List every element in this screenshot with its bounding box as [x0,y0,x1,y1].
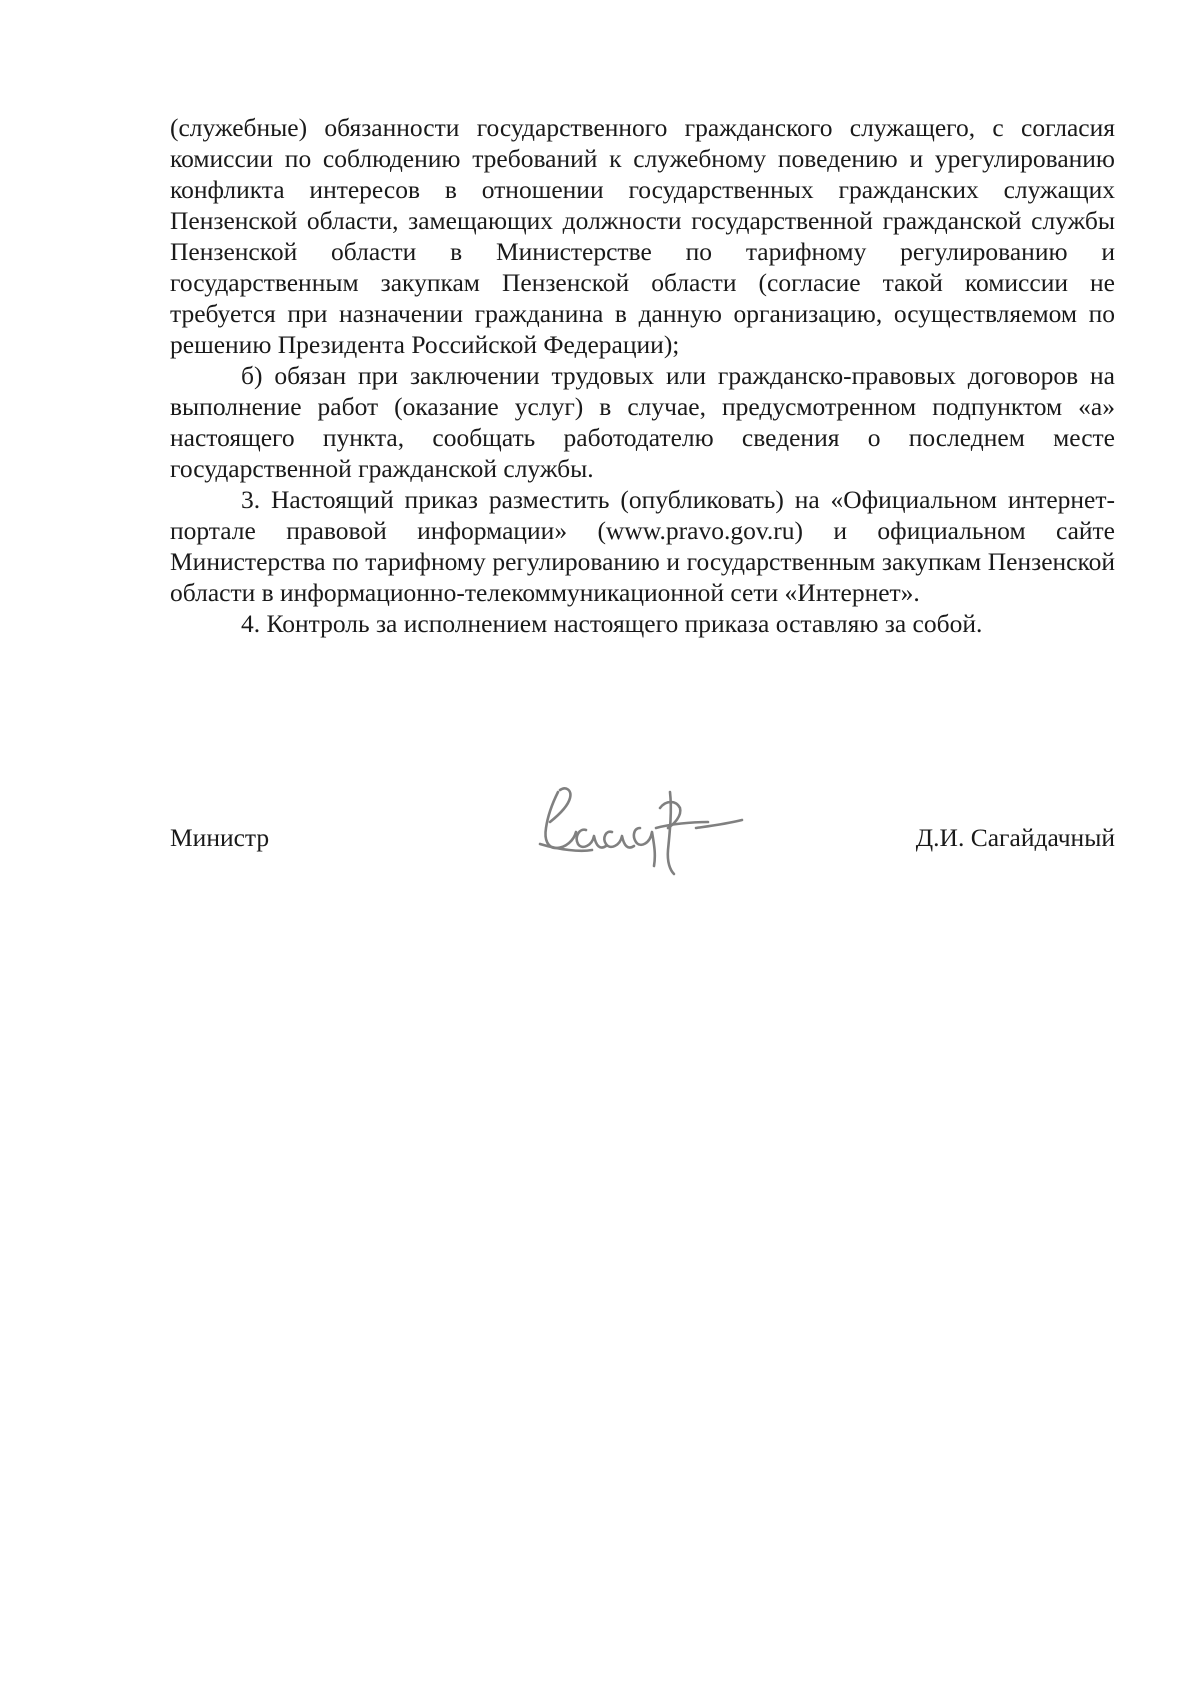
signature-block [170,770,1115,900]
paragraph-continued-obligations: (служебные) обязанности государственного гражданского служащего, с согласия комиссии по соблюдению требований к служебному поведению и урегулированию конфликта интересов в отношении государственных гражданских служащих Пензенской области, замещающих должности государственной гражданской службы Пензенской области в Министерстве по тарифному регулированию и государственным закупкам Пензенской области (согласие такой комиссии не требуется при назначении гражданина в данную организацию, осуществляемом по решению Президента Российской Федерации); [170,113,1115,359]
handwritten-signature-icon [520,770,770,900]
paragraph-item-4-control: 4. Контроль за исполнением настоящего приказа оставляю за собой. [241,609,983,638]
signatory-title: Министр [170,823,270,852]
signatory-name: Д.И. Сагайдачный [915,823,1115,852]
document-body [170,112,1115,639]
paragraph-item-3-publication: 3. Настоящий приказ разместить (опубликовать) на «Официальном интернет-портале правовой информации» (www.pravo.gov.ru) и официальном сайте Министерства по тарифному регулированию и государственным закупкам Пензенской области в информационно-телекоммуникационной сети «Интернет». [170,485,1115,607]
paragraph-subitem-b: б) обязан при заключении трудовых или гражданско-правовых договоров на выполнение работ (оказание услуг) в случае, предусмотренном подпунктом «а» настоящего пункта, сообщать работодателю сведения о последнем месте государственной гражданской службы. [170,361,1115,483]
